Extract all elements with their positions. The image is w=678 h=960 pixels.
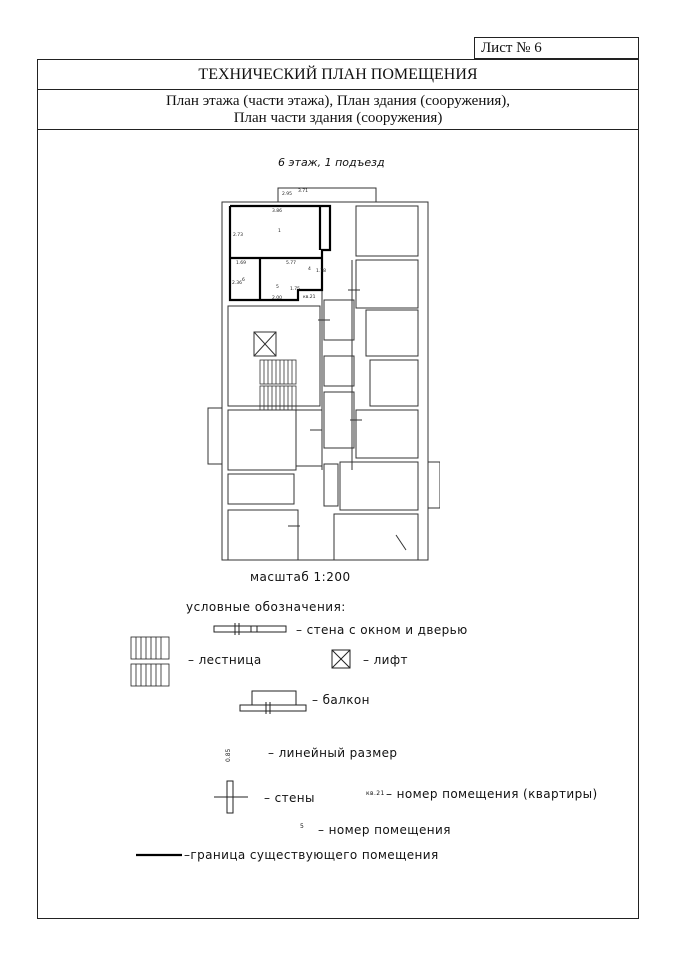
subtitle-line-2: План части здания (сооружения) — [233, 110, 443, 126]
room-number: 6 — [242, 278, 245, 283]
elevator-symbol — [331, 649, 351, 669]
dimension-label: 2.95 — [282, 192, 293, 197]
dimension-label: 2.73 — [233, 233, 244, 238]
apartment-label: кв.21 — [303, 295, 316, 300]
legend-boundary: –граница существующего помещения — [184, 848, 439, 862]
room-number: 5 — [276, 285, 279, 290]
dimension-label: 3.86 — [272, 209, 283, 214]
room-number: 4 — [308, 267, 311, 272]
dimension-label: 5.77 — [286, 261, 297, 266]
legend-elevator: – лифт — [363, 653, 408, 667]
legend-wall-window-door: – стена с окном и дверью — [296, 623, 468, 637]
dimension-label: 1.78 — [316, 269, 327, 274]
floor-plan — [200, 180, 440, 565]
balcony-symbol — [238, 690, 308, 716]
apartment-number-sample: кв.21 — [366, 790, 385, 797]
legend-linear-size: – линейный размер — [268, 746, 398, 760]
linear-size-symbol — [222, 742, 234, 764]
dimension-label: 2.36 — [232, 281, 243, 286]
document-subtitle — [38, 90, 638, 130]
dimension-label: 2.00 — [272, 296, 283, 301]
legend-room-number: – номер помещения — [318, 823, 451, 837]
wall-window-door-symbol — [213, 623, 288, 635]
document-title: ТЕХНИЧЕСКИЙ ПЛАН ПОМЕЩЕНИЯ — [38, 60, 638, 90]
legend-walls: – стены — [264, 791, 315, 805]
sheet-number: Лист № 6 — [474, 37, 639, 59]
scale-label: масштаб 1:200 — [250, 570, 351, 584]
dimension-label: 3.71 — [298, 189, 309, 194]
room-number-sample: 5 — [300, 823, 305, 830]
walls-symbol — [214, 780, 248, 814]
legend-title: условные обозначения: — [186, 600, 346, 614]
dimension-label: 1.69 — [236, 261, 247, 266]
room-number: 1 — [278, 229, 281, 234]
boundary-symbol — [136, 852, 182, 858]
legend-apartment-number: – номер помещения (квартиры) — [386, 787, 598, 801]
legend-balcony: – балкон — [312, 693, 370, 707]
linear-size-sample: 0.85 — [225, 748, 232, 762]
floor-label: 6 этаж, 1 подъезд — [278, 156, 385, 169]
subtitle-line-1: План этажа (части этажа), План здания (сооружения), — [165, 93, 511, 109]
dimension-label: 1.75 — [290, 287, 301, 292]
legend-stairs: – лестница — [188, 653, 262, 667]
stairs-symbol — [130, 636, 170, 688]
